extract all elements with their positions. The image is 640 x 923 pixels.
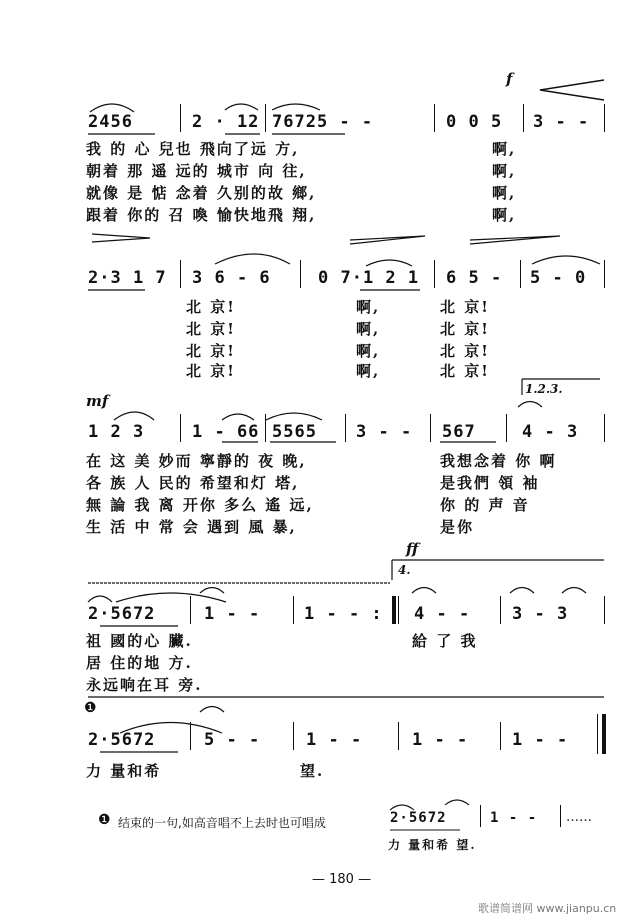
section2-verse4-a: 北 京! (186, 362, 236, 380)
barline (300, 260, 301, 288)
barline (398, 722, 399, 750)
section4-verse1-end: 給 了 我 (412, 632, 478, 650)
barline (180, 414, 181, 442)
section4-measure3: 1 - - : (304, 604, 383, 624)
section2-measure5: 5 - 0 (530, 268, 587, 288)
section1-measure3: 76725 - - (272, 112, 374, 132)
section3-measure2: 1 - 66 (192, 422, 260, 442)
section4-measure4: 4 - - (414, 604, 471, 624)
barline (604, 104, 605, 132)
section1-verse2-end: 啊, (492, 162, 517, 180)
footnote-text: 结束的一句,如高音唱不上去时也可唱成 (118, 816, 326, 830)
section3-verse2: 各 族 人 民的 希望和灯 塔, (86, 474, 300, 492)
section2-verse3-a: 北 京! (186, 342, 236, 360)
section3-measure6: 4 - 3 (522, 422, 579, 442)
section3-verse4-end: 是你 (440, 518, 475, 536)
section1-verse4-end: 啊, (492, 206, 517, 224)
section2-verse3-b: 啊, (356, 342, 381, 360)
barline (480, 805, 481, 827)
barline (604, 596, 605, 624)
section2-verse2-b: 啊, (356, 320, 381, 338)
section3-measure5: 567 (442, 422, 476, 442)
footnote-notes: 2·5672 (390, 810, 447, 826)
barline (523, 104, 524, 132)
barline (265, 104, 266, 132)
section1-measure2: 2 · 12 (192, 112, 260, 132)
barline (430, 414, 431, 442)
barline (520, 260, 521, 288)
section3-verse2-end: 是我們 領 袖 (440, 474, 540, 492)
section3-verse3: 無 論 我 离 开你 多么 遙 远, (86, 496, 314, 514)
section1-verse3-end: 啊, (492, 184, 517, 202)
section3-measure1: 1 2 3 (88, 422, 145, 442)
section4-verse1: 祖 國的心 臟. (86, 632, 193, 650)
section1-measure1: 2456 (88, 112, 133, 132)
section5-measure5: 1 - - (512, 730, 569, 750)
section3-verse1-end: 我想念着 你 啊 (440, 452, 557, 470)
dynamic-forte: f (506, 70, 513, 88)
barline (180, 260, 181, 288)
final-barline-thick (602, 714, 606, 754)
section4-measure2: 1 - - (204, 604, 261, 624)
footnote-lyric: 力 量和希 望. (388, 838, 477, 852)
barline (434, 104, 435, 132)
barline (506, 414, 507, 442)
barline (345, 414, 346, 442)
section3-verse1: 在 这 美 妙而 寧靜的 夜 晚, (86, 452, 307, 470)
barline (190, 722, 191, 750)
section1-verse1: 我 的 心 兒也 飛向了远 方, (86, 140, 300, 158)
barline (293, 722, 294, 750)
page-number: — 180 — (312, 872, 372, 887)
section2-verse1-a: 北 京! (186, 298, 236, 316)
section5-verse1: 力 量和希 (86, 762, 162, 780)
barline (604, 260, 605, 288)
barline (180, 104, 181, 132)
barline (560, 805, 561, 827)
footnote-marker-icon: ❶ (84, 700, 97, 716)
barline (434, 260, 435, 288)
section2-measure3: 0 7·1 2 1 (318, 268, 420, 288)
footnote-marker-icon: ❶ (98, 812, 111, 828)
section2-verse1-b: 啊, (356, 298, 381, 316)
section2-measure2: 3 6 - 6 (192, 268, 271, 288)
section1-verse4: 跟着 你的 召 喚 愉快地飛 翔, (86, 206, 317, 224)
section1-measure4: 0 0 5 (446, 112, 503, 132)
section3-measure4: 3 - - (356, 422, 413, 442)
section2-verse4-c: 北 京! (440, 362, 490, 380)
barline (293, 596, 294, 624)
barline (500, 722, 501, 750)
barline (398, 596, 399, 624)
section5-verse1-end: 望. (300, 762, 325, 780)
section1-verse2: 朝着 那 遥 远的 城市 向 往, (86, 162, 307, 180)
section1-verse3: 就像 是 惦 念着 久别的故 鄉, (86, 184, 317, 202)
barline (265, 414, 266, 442)
section2-verse3-c: 北 京! (440, 342, 490, 360)
section1-verse1-end: 啊, (492, 140, 517, 158)
repeat-barline (392, 596, 396, 624)
dynamic-mezzo-forte: mf (86, 392, 109, 410)
section2-verse4-b: 啊, (356, 362, 381, 380)
barline (604, 414, 605, 442)
section4-verse2: 居 住的地 方. (86, 654, 193, 672)
watermark: 歌谱简谱网 www.jianpu.cn (478, 902, 617, 915)
section5-measure2: 5 - - (204, 730, 261, 750)
section4-measure1: 2·5672 (88, 604, 156, 624)
barline (190, 596, 191, 624)
section2-measure4: 6 5 - (446, 268, 503, 288)
section2-verse2-c: 北 京! (440, 320, 490, 338)
section5-measure4: 1 - - (412, 730, 469, 750)
dynamic-fortissimo: ff (406, 540, 419, 558)
section4-verse3: 永远响在耳 旁. (86, 676, 203, 694)
section4-measure5: 3 - 3 (512, 604, 569, 624)
section5-measure3: 1 - - (306, 730, 363, 750)
final-barline-thin (597, 714, 598, 754)
footnote-continuation: …… (566, 810, 592, 825)
section2-measure1: 2·3 1 7 (88, 268, 167, 288)
section1-measure5: 3 - - (533, 112, 590, 132)
section3-verse3-end: 你 的 声 音 (440, 496, 530, 514)
section3-measure3: 5565 (272, 422, 317, 442)
section2-verse2-a: 北 京! (186, 320, 236, 338)
barline (500, 596, 501, 624)
volta-label-4: 4. (398, 563, 411, 577)
volta-label-1-2-3: 1.2.3. (525, 382, 563, 396)
section3-verse4: 生 活 中 常 会 遇到 風 暴, (86, 518, 297, 536)
section2-verse1-c: 北 京! (440, 298, 490, 316)
footnote-notes-2: 1 - - (490, 810, 538, 826)
section5-measure1: 2·5672 (88, 730, 156, 750)
